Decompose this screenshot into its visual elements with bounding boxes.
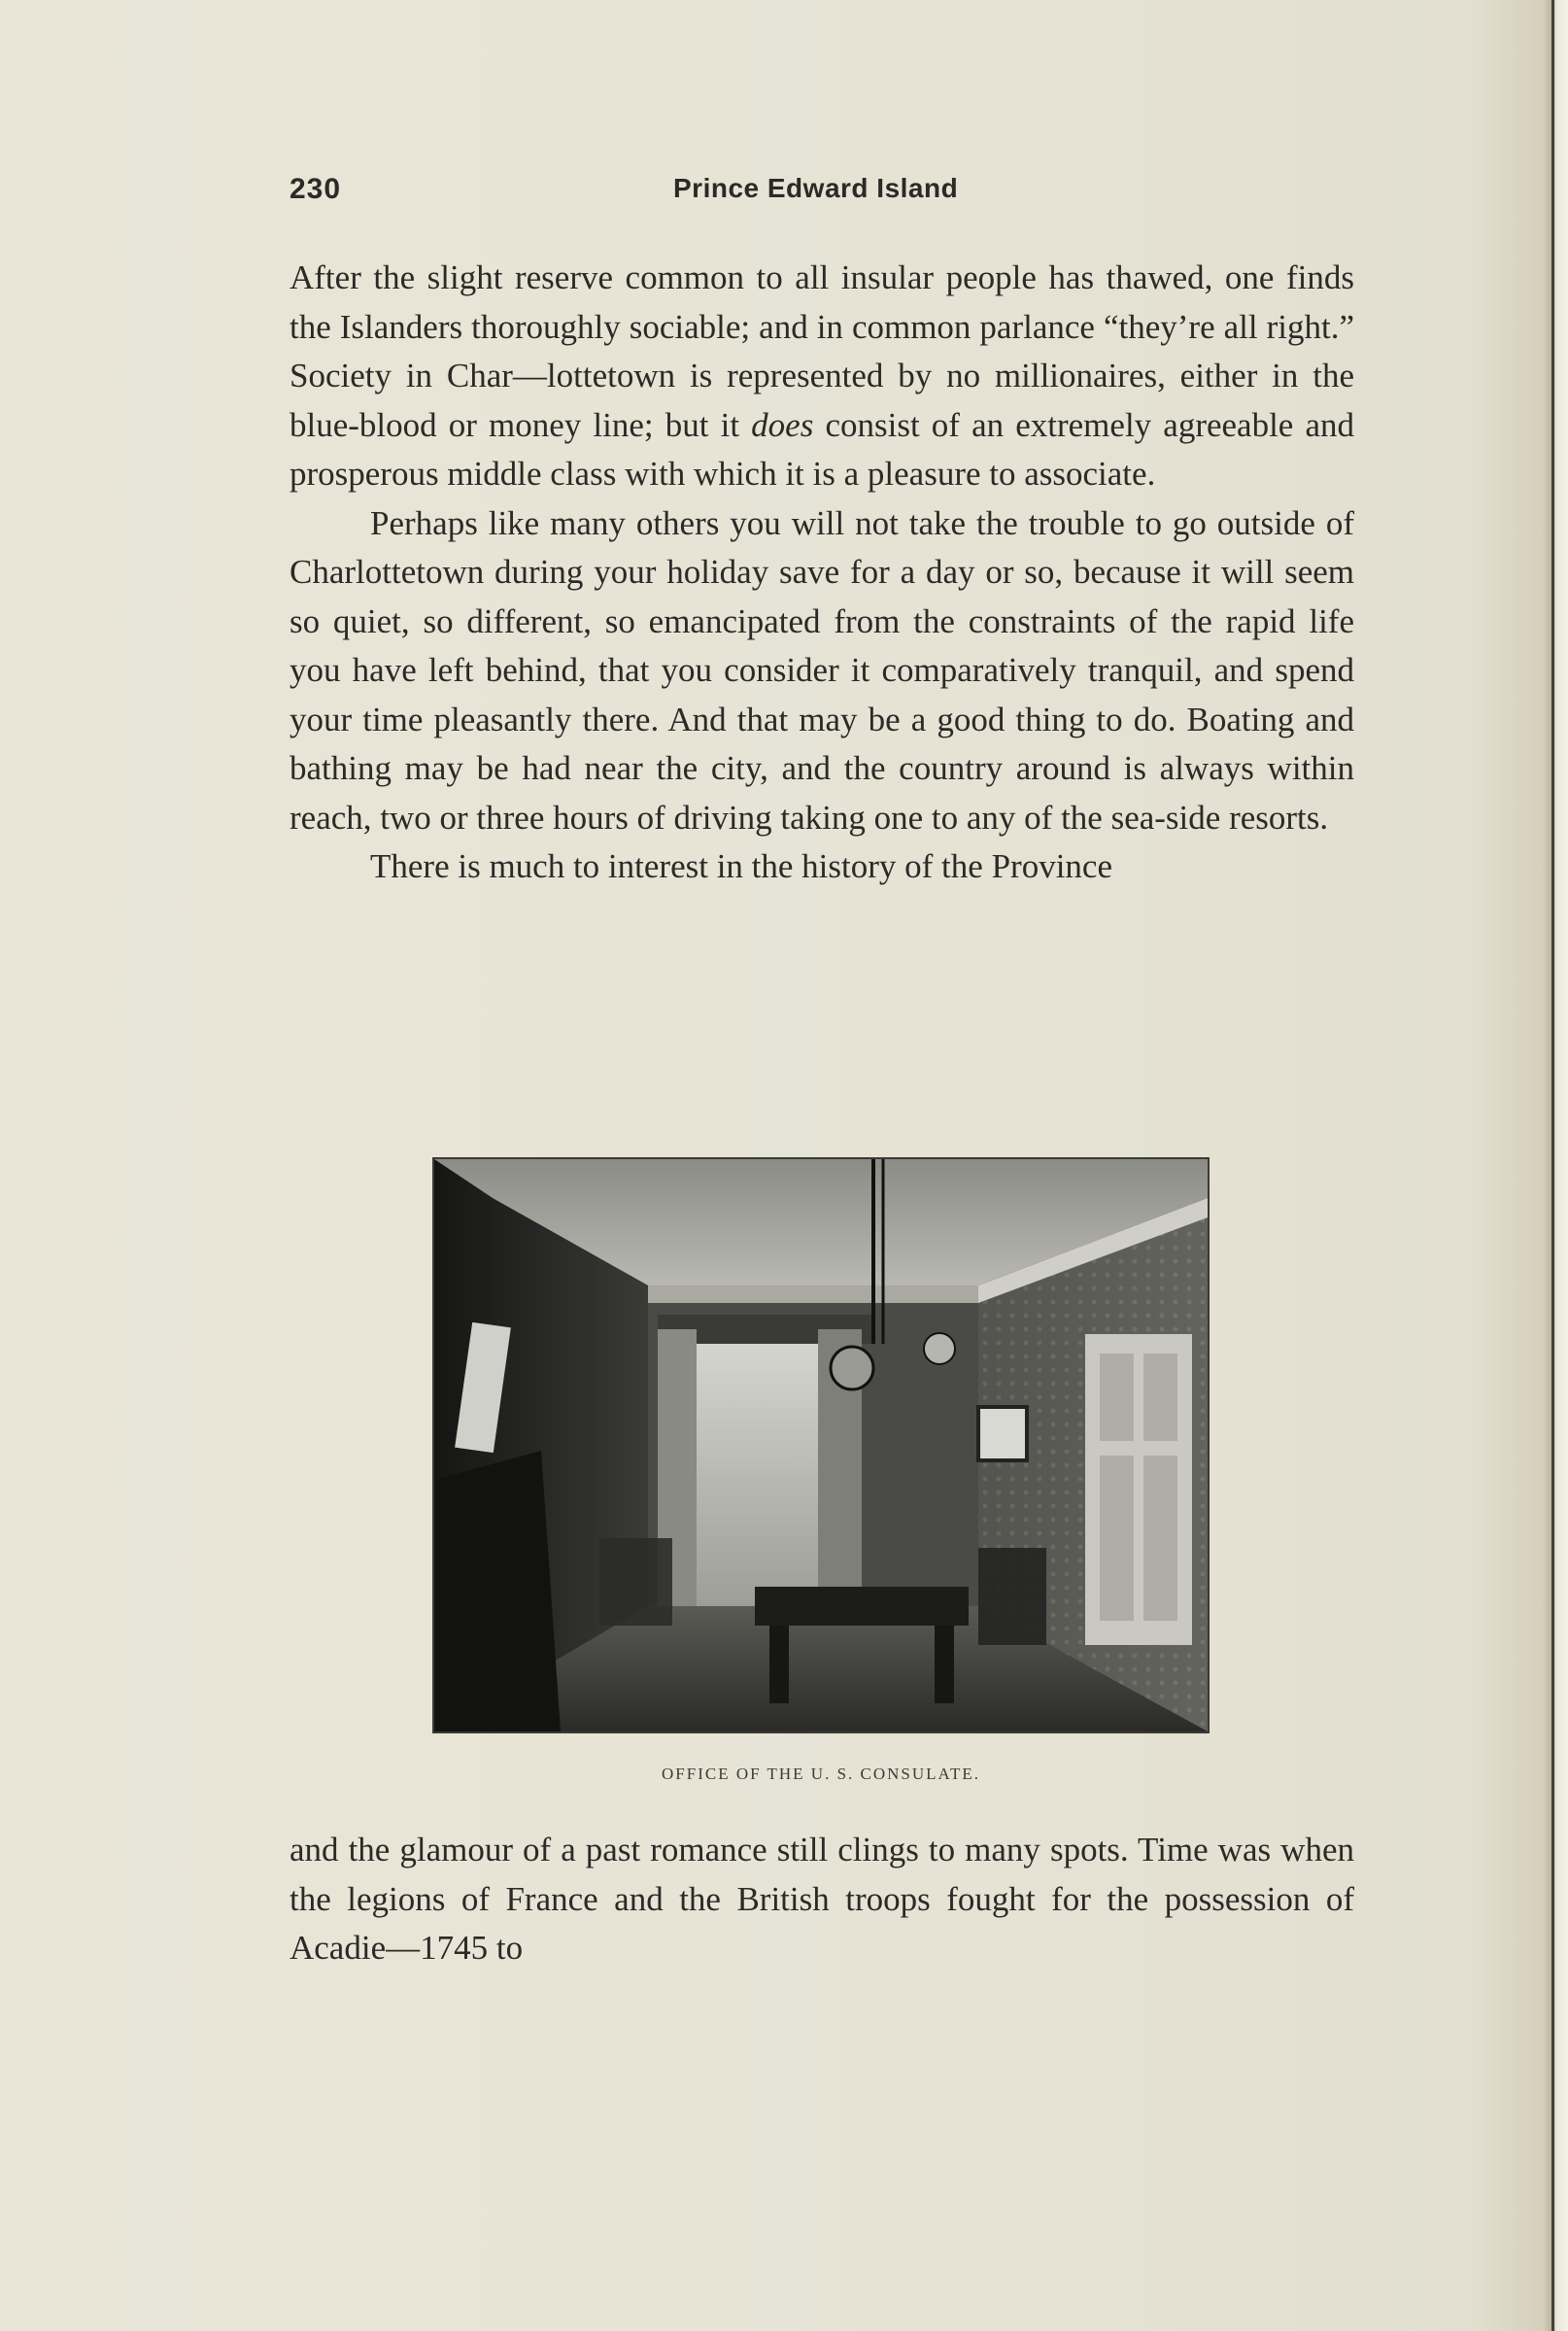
page-header	[290, 173, 1358, 212]
figure-caption: OFFICE OF THE U. S. CONSULATE.	[662, 1765, 980, 1783]
paragraph-2: Perhaps like many others you will not take the trouble to go outside of Charlottetown during your holiday save for a day or so, because it will seem so quiet, so different, so emancipated from the constraints of the rapid life you have left behind, that you consider it comparatively tranquil, and spend your time pleasantly there. And that may be a good thing to do. Boating and bathing may be had near the city, and the country around is always within reach, two or three hours of driving taking one to any of the sea-side resorts.	[290, 503, 1354, 837]
paragraph-1	[290, 254, 1354, 499]
emphasis-does: does	[751, 405, 814, 444]
page-edge-shadow	[1551, 0, 1554, 2331]
page-number: 230	[290, 173, 342, 205]
text-block-bottom	[290, 1826, 1354, 1973]
paragraph-1-text-b: consist of an extremely agreeable and prosperous middle class with which it is a pleasure to associate.	[290, 405, 1354, 493]
photo-consulate-office	[432, 1157, 1210, 1733]
paragraph-4: and the glamour of a past romance still clings to many spots. Time was when the legions of France and the British troops fought for the possession of Acadie—1745 to	[290, 1831, 1354, 1967]
running-head: Prince Edward Island	[673, 173, 959, 203]
paragraph-1-text-a: After the slight reserve common to all insular people has thawed, one finds the Islanders thoroughly sociable; and in common parlance “they’re all right.” Society in Char—lottetown is represented by no millionaires, either in the blue-blood or money line; but it	[290, 258, 1354, 444]
page-edge	[1543, 0, 1568, 2331]
text-block-top	[290, 254, 1354, 892]
paragraph-3: There is much to interest in the history of the Province	[370, 847, 1112, 885]
